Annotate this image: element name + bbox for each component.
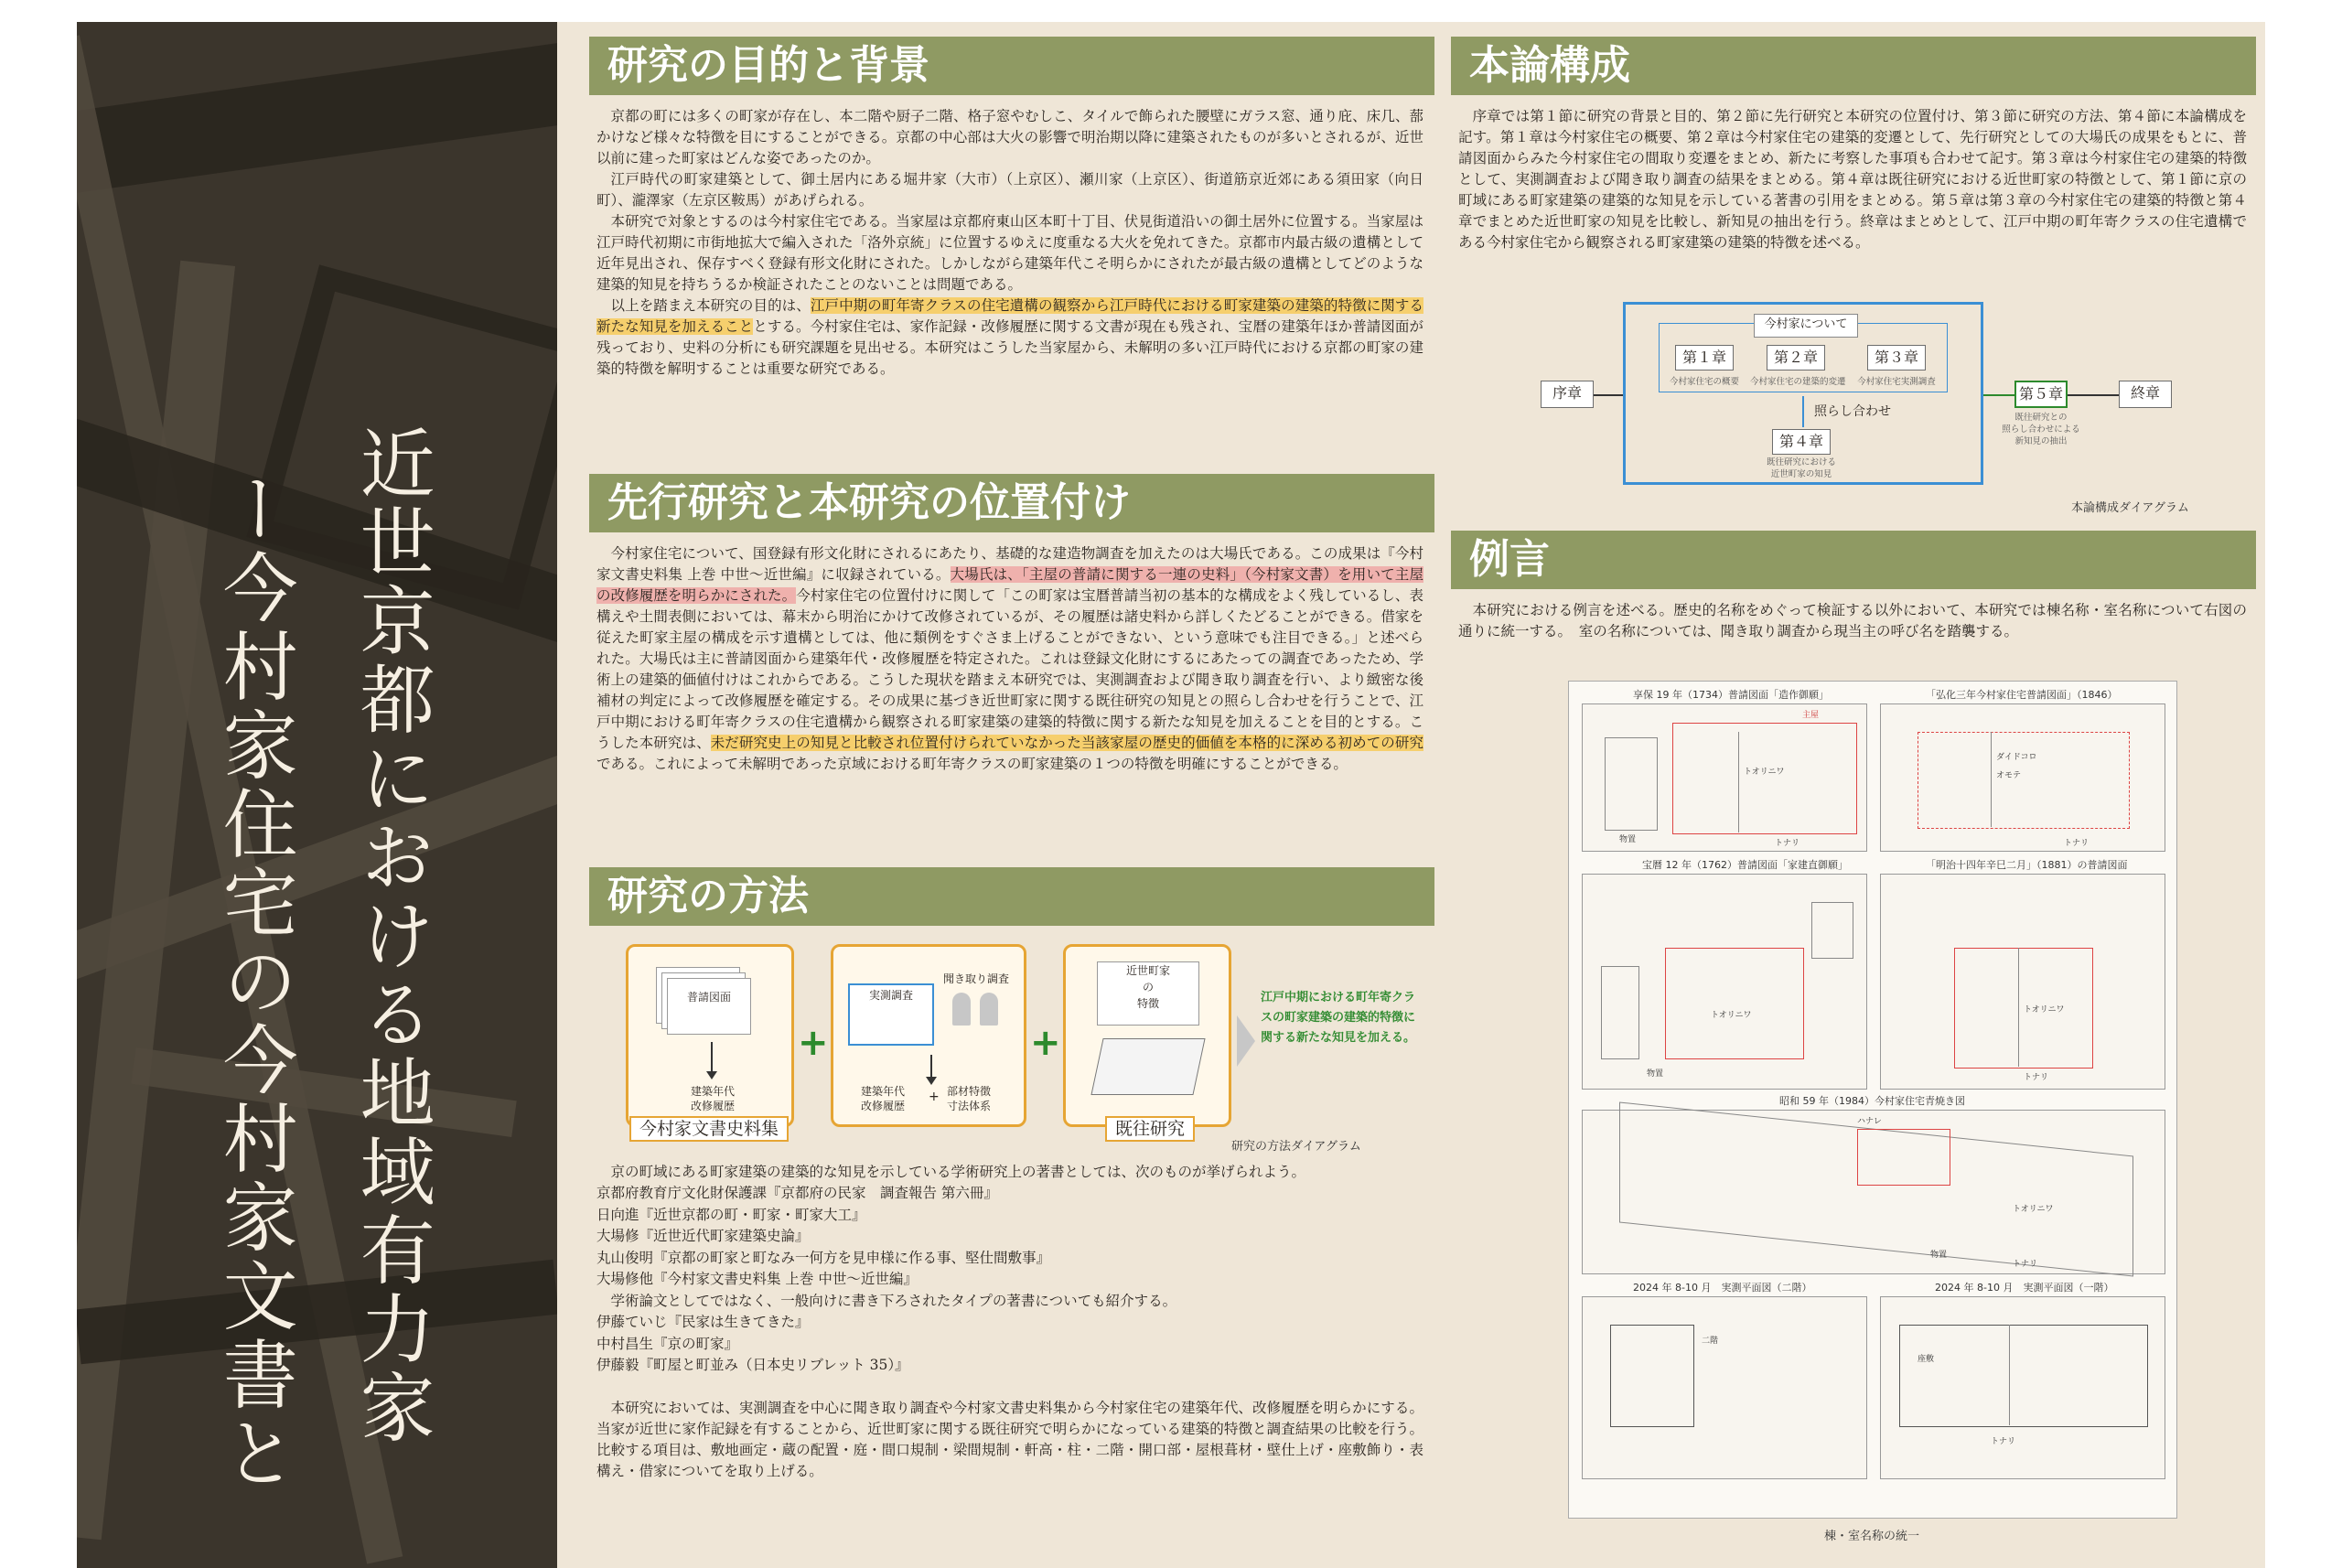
section-heading-purpose: 研究の目的と背景 bbox=[589, 37, 1434, 95]
group-label: 今村家について bbox=[1754, 314, 1858, 338]
poster bbox=[77, 22, 2265, 1568]
chapter-4: 第４章 bbox=[1772, 429, 1831, 455]
ref-item: 丸山俊明『京都の町家と町なみ一何方を見申様に作る事、堅仕間敷事』 bbox=[596, 1249, 1051, 1266]
room-hanare: ハナレ bbox=[1857, 1117, 1882, 1126]
room-zashiki: 座敷 bbox=[1918, 1355, 1935, 1364]
section-heading-notes: 例言 bbox=[1451, 531, 2256, 589]
chapter-3: 第３章 bbox=[1867, 345, 1926, 371]
arrow-right-icon bbox=[1237, 1015, 1255, 1067]
method-result: 江戸中期における町年寄クラスの町家建築の建築的特徴に関する新たな知見を加える。 bbox=[1261, 991, 1416, 1045]
method-diagram bbox=[626, 937, 1431, 1156]
method-closing bbox=[596, 1398, 1423, 1482]
prior-text bbox=[596, 543, 1423, 775]
method-box-survey bbox=[831, 944, 1026, 1127]
plus-icon-2: + bbox=[1030, 1022, 1061, 1064]
chapter-5: 第５章 bbox=[2014, 381, 2068, 408]
chapter-2: 第２章 bbox=[1767, 345, 1825, 371]
notes-text bbox=[1458, 600, 2247, 642]
purpose-text bbox=[596, 106, 1423, 380]
section-heading-method: 研究の方法 bbox=[589, 867, 1434, 926]
prior-highlight-red: 大場氏は、「主屋の普請に関する一連の史料」（今村家文書）を用いて主屋の改修履歴を明らかにされた。 bbox=[596, 566, 1423, 604]
chapter-1: 第１章 bbox=[1675, 345, 1734, 371]
plan-label-2024-1f: 2024 年 8-10 月 実測平面図（一階） bbox=[1935, 1282, 2114, 1294]
structure-caption: 本論構成ダイアグラム bbox=[2071, 501, 2189, 515]
ref-item: 伊藤毅『町屋と町並み（日本史リブレット 35）』 bbox=[596, 1357, 909, 1373]
purpose-p4-b: とする。今村家住宅は、家作記録・改修履歴に関する文書が現在も残され、宝暦の建築年ほか普請図面が残っており、史料の分析にも研究課題を見出せる。本研究はこうした当家屋から、未解明の多い江戸時代における京都の町家の建築的特徴を解明することは重要な研究である。 bbox=[596, 318, 1423, 377]
method-caption: 研究の方法ダイアグラム bbox=[1231, 1140, 1361, 1154]
chapter-5-sub: 既往研究との 照らし合わせによる 新知見の抽出 bbox=[2002, 413, 2080, 446]
purpose-p2: 江戸時代の町家建築として、御土居内にある堀井家（大市）（上京区）、瀬川家（上京区）、街道筋京近郊にある須田家（向日町）、瀧澤家（左京区鞍馬）があげられる。 bbox=[596, 171, 1423, 209]
room-tonari: トナリ bbox=[1775, 839, 1800, 848]
room-shuoku: 主屋 bbox=[1802, 711, 1820, 720]
method-intro bbox=[596, 1162, 1423, 1183]
room-mon: 物置 bbox=[1619, 835, 1637, 844]
chapter-epilogue: 終章 bbox=[2119, 381, 2172, 408]
plus-icon-1: + bbox=[798, 1022, 829, 1064]
box1-result: 建築年代 改修履歴 bbox=[690, 1085, 735, 1112]
method-box-documents bbox=[626, 944, 794, 1127]
purpose-p1: 京都の町には多くの町家が存在し、本二階や厨子二階、格子窓やむしこ、タイルで飾られた腰壁にガラス窓、通り庇、床几、蔀かけなど様々な特徴を目にすることができる。京都の中心部は大火の影響で明治期以降に建築されたものが多いとされるが、近世以前に建った町家はどんな姿であったのか。 bbox=[596, 108, 1423, 166]
room-tonari: トナリ bbox=[1991, 1437, 2016, 1446]
structure-text-body: 序章では第１節に研究の背景と目的、第２節に先行研究と本研究の位置付け、第３節に研究の方法、第４節に本論構成を記す。第１章は今村家住宅の概要、第２章は今村家住宅の建築的変遷として、先行研究としての大場氏の成果をもとに、普請図面からみた今村家住宅の間取り変遷をまとめ、新たに考察した事項も合わせて記す。第３章は今村家住宅の建築的特徴として、実測調査および聞き取り調査の結果をまとめる。第４章は既往研究における近世町家の特徴として、第１節に京の町域にある町家建築の建築的な知見を示している著書の引用をまとめる。第５章は第３章の今村家住宅の建築的特徴と第４章でまとめた近世町家の知見を比較し、新知見の抽出を行う。終章はまとめとして、江戸中期の町年寄クラスの住宅遺構である今村家住宅から観察される町家建築の建築的特徴を述べる。 bbox=[1458, 108, 2247, 251]
room-toriniwa: トオリニワ bbox=[1744, 768, 1785, 777]
plan-2024-1f bbox=[1880, 1296, 2165, 1479]
ref-item: 大場修他『今村家文書史料集 上巻 中世～近世編』 bbox=[596, 1271, 918, 1287]
prior-p1 bbox=[596, 543, 1423, 775]
room-mon: 物置 bbox=[1647, 1069, 1664, 1079]
book-icon bbox=[1090, 1038, 1205, 1095]
poster-title-line1: 近世京都における地域有力家 bbox=[348, 424, 435, 1447]
chapter-4-sub: 既往研究における 近世町家の知見 bbox=[1766, 457, 1836, 479]
structure-text bbox=[1458, 106, 2247, 253]
plan-1762 bbox=[1582, 874, 1867, 1090]
docs-label: 普請図面 bbox=[667, 978, 751, 1035]
person-icon bbox=[980, 993, 998, 1026]
plan-1846 bbox=[1880, 703, 2165, 852]
cover-photo bbox=[77, 22, 557, 1568]
box1-caption: 今村家文書史料集 bbox=[629, 1116, 789, 1142]
chapter-1-sub: 今村家住宅の概要 bbox=[1669, 377, 1739, 387]
plan-2024-2f bbox=[1582, 1296, 1867, 1479]
plan-1734 bbox=[1582, 703, 1867, 852]
method-refs bbox=[596, 1183, 1423, 1377]
purpose-p4-a: 以上を踏まえ本研究の目的は、 bbox=[610, 297, 811, 314]
ref-item: 京都府教育庁文化財保護課『京都府の民家 調査報告 第六冊』 bbox=[596, 1185, 998, 1201]
prior-p1-c: である。これによって未解明であった京域における町年寄クラスの町家建築の１つの特徴を明確にすることができる。 bbox=[596, 756, 1348, 772]
room-toriniwa: トオリニワ bbox=[2013, 1205, 2054, 1214]
room-toriniwa: トオリニワ bbox=[1711, 1011, 1752, 1020]
structure-diagram bbox=[1541, 302, 2199, 503]
plan-label-1734: 享保 19 年（1734）普請図面「造作御願」 bbox=[1633, 689, 1829, 701]
plan-label-1881: 「明治十四年辛巳二月」（1881）の普請図面 bbox=[1926, 859, 2128, 871]
room-tonari: トナリ bbox=[2024, 1073, 2049, 1082]
interview-label: 聞き取り調査 bbox=[943, 972, 1010, 985]
structure-group bbox=[1623, 302, 1983, 485]
chapter-2-sub: 今村家住宅の建築的変遷 bbox=[1750, 377, 1846, 387]
plan-label-2024-2f: 2024 年 8-10 月 実測平面図（二階） bbox=[1633, 1282, 1812, 1294]
compare-arrow-icon bbox=[1802, 396, 1804, 427]
poster-title-line2: ー今村家住宅の今村家文書と bbox=[210, 470, 298, 1493]
prior-p1-b: 今村家住宅の位置付けに関して「この町家は宝暦普請当初の基本的な構成をよく残しているし、表構えや土間表側においては、幕末から明治にかけて改修されているが、その履歴は諸史料から詳しくたどることができる。借家を従えた町家主屋の構成を示す遺構としては、他に類例をすぐさま上げることができない、という意味でも注目できる。」と述べられた。大場氏は主に普請図面から建築年代・改修履歴を特定された。これは登録文化財にするにあたっての調査であったため、学術上の建築的価値付けはこれからである。こうした現状を踏まえ本研究では、実測調査および聞き取り調査を行い、より緻密な後補材の判定によって改修履歴を確定する。その成果に基づき近世町家に関する既往研究の知見との照らし合わせを行うことで、江戸中期における町年寄クラスの住宅遺構から観察される町家建築の建築的特徴に関する新たな知見を加えることを目的とする。こうした本研究は、 bbox=[596, 587, 1423, 751]
chapter-prologue: 序章 bbox=[1541, 381, 1594, 408]
method-closing-text: 本研究においては、実測調査を中心に聞き取り調査や今村家文書史料集から今村家住宅の建築年代、改修履歴を明らかにする。当家が近世に家作記録を有することから、近世町家に関する既往研究で明らかになっている建築的特徴と調査結果の比較を行う。比較する項目は、敷地画定・蔵の配置・庭・間口規制・梁間規制・軒高・柱・二階・開口部・屋根葺材・壁仕上げ・座敷飾り・表構え・借家についてを取り上げる。 bbox=[596, 1400, 1423, 1479]
ref-intro2: 学術論文としてではなく、一般向けに書き下ろされたタイプの著書についても紹介する。 bbox=[610, 1292, 1177, 1309]
ref-item: 大場修『近世近代町家建築史論』 bbox=[596, 1228, 810, 1244]
box2-plus: + bbox=[929, 1090, 940, 1104]
method-box-prior bbox=[1063, 944, 1231, 1127]
box2-right: 部材特徴 寸法体系 bbox=[947, 1085, 992, 1112]
survey-label: 実測調査 bbox=[848, 983, 934, 1046]
notes-text-body: 本研究における例言を述べる。歴史的名称をめぐって検証する以外において、本研究では棟名称・室名称について右図の通りに統一する。 室の名称については、聞き取り調査から現当主の呼び名を踏襲する。 bbox=[1458, 602, 2247, 639]
room-mon: 物置 bbox=[1930, 1251, 1948, 1260]
purpose-highlight: 江戸中期の町年寄クラスの住宅遺構の観察から江戸時代における町家建築の建築的特徴に関する新たな知見を加えること bbox=[596, 297, 1423, 335]
ref-item: 日向進『近世京都の町・町家・町家大工』 bbox=[596, 1206, 866, 1223]
ref-item: 中村昌生『京の町家』 bbox=[596, 1335, 739, 1352]
plan-label-1846: 「弘化三年今村家住宅普請図面」（1846） bbox=[1926, 689, 2118, 701]
room-omote: オモテ bbox=[1996, 771, 2022, 780]
method-intro-text: 京の町域にある町家建築の建築的な知見を示している学術研究上の著書としては、次のものが挙げられよう。 bbox=[610, 1164, 1306, 1180]
room-toriniwa: トオリニワ bbox=[2024, 1005, 2065, 1015]
person-icon bbox=[952, 993, 971, 1026]
compare-label: 照らし合わせ bbox=[1814, 404, 1891, 419]
box3-title: 近世町家 の 特徴 bbox=[1097, 961, 1199, 1026]
box3-caption: 既往研究 bbox=[1105, 1116, 1195, 1142]
plans-caption: 棟・室名称の統一 bbox=[1824, 1530, 1920, 1543]
box2-left: 建築年代 改修履歴 bbox=[861, 1085, 906, 1112]
chapter-3-sub: 今村家住宅実測調査 bbox=[1857, 377, 1936, 387]
ref-item: 伊藤ていじ『民家は生きてきた』 bbox=[596, 1314, 810, 1330]
plan-label-1762: 宝暦 12 年（1762）普請図面「家建直御願」 bbox=[1642, 859, 1848, 871]
room-tonari: トナリ bbox=[2013, 1260, 2038, 1269]
prior-highlight-yellow: 未だ研究史上の知見と比較され位置付けられていなかった当該家屋の歴史的価値を本格的に深める初めての研究 bbox=[710, 735, 1423, 751]
room-tonari: トナリ bbox=[2064, 839, 2090, 848]
plan-1881 bbox=[1880, 874, 2165, 1090]
plan-label-1984: 昭和 59 年（1984）今村家住宅青焼き図 bbox=[1779, 1095, 1965, 1107]
purpose-p4 bbox=[596, 295, 1423, 380]
purpose-p3: 本研究で対象とするのは今村家住宅である。当家屋は京都府東山区本町十丁目、伏見街道沿いの御土居外に位置する。当家屋は江戸時代初期に市街地拡大で編入された「洛外京統」に位置するゆえに度重なる大火を免れてきた。京都市内最古級の遺構として近年見出され、保存すべく登録有形文化財にされた。しかしながら建築年代こそ明らかにされたが最古級の遺構としてどのような建築的知見を持ちうるか検証されたことのないことは問題である。 bbox=[596, 213, 1423, 293]
room-2f: 二階 bbox=[1702, 1337, 1719, 1346]
plan-1984 bbox=[1582, 1110, 2165, 1274]
prior-p1-a: 今村家住宅について、国登録有形文化財にされるにあたり、基礎的な建造物調査を加えたのは大場氏である。この成果は『今村家文書史料集 上巻 中世～近世編』に収録されている。 bbox=[596, 545, 1423, 583]
room-daidokoro: ダイドコロ bbox=[1996, 753, 2037, 762]
floor-plans-panel bbox=[1568, 681, 2177, 1519]
section-heading-structure: 本論構成 bbox=[1451, 37, 2256, 95]
section-heading-prior: 先行研究と本研究の位置付け bbox=[589, 474, 1434, 532]
